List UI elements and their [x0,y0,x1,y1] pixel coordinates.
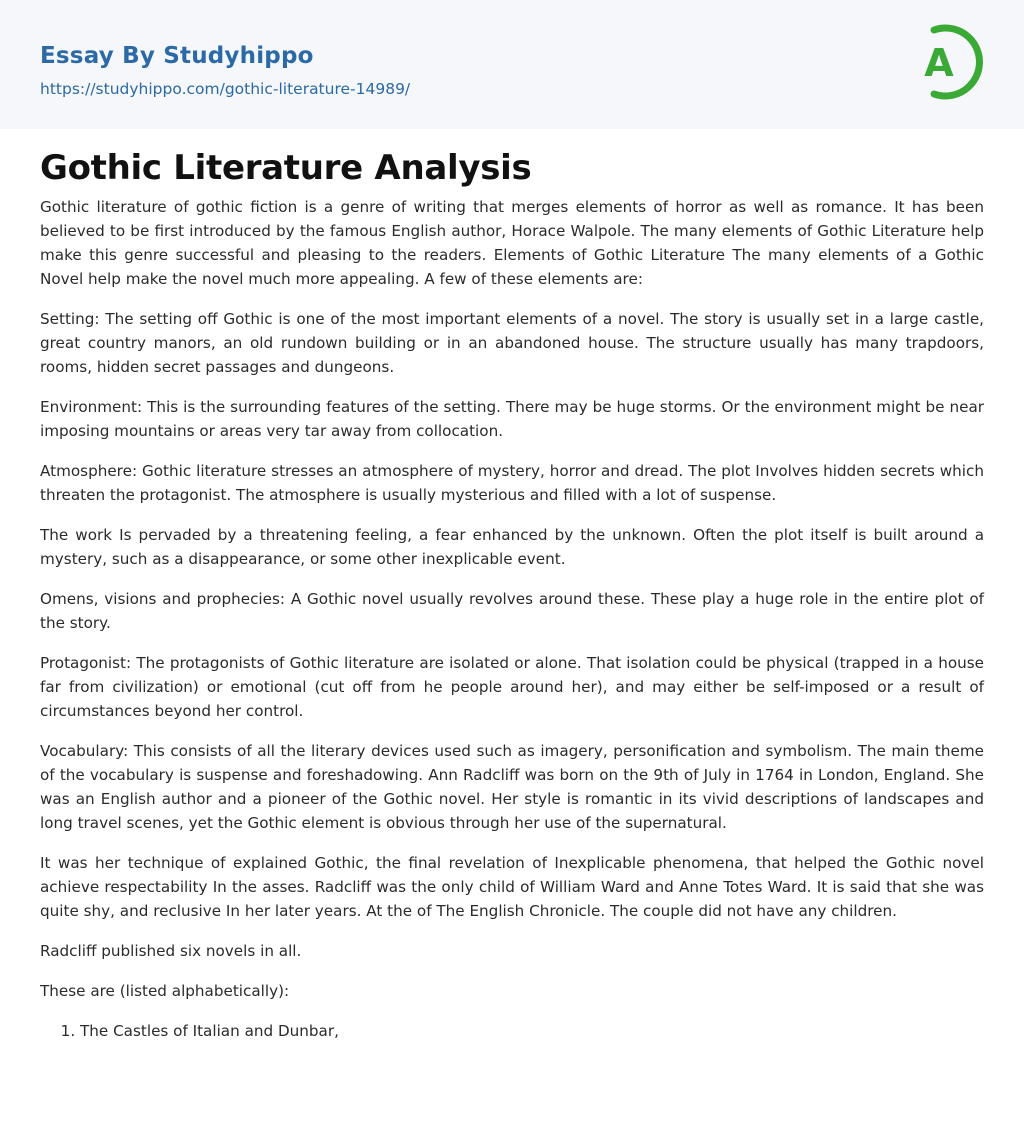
paragraph-explained-gothic: It was her technique of explained Gothic, the final revelation of Inexplicable phenomena, that helped the Gothic novel achieve respectability In the asses. Radcliff was the only child of William Ward and Anne Totes Ward. It is said that she was quite shy, and reclusive In her later years. At the of The English Chronicle. The couple did not have any children. [40,854,984,920]
site-header [0,0,1024,129]
essay-url-link[interactable]: https://studyhippo.com/gothic-literature-14989/ [40,80,411,98]
list-item: 1. The Castles of Italian and Dunbar, [80,1019,984,1043]
page-title: Gothic Literature Analysis [40,148,532,188]
brand-title: Essay By Studyhippo [40,43,314,69]
novels-list [40,1019,984,1043]
paragraph-intro: Gothic literature of gothic fiction is a genre of writing that merges elements of horror as well as romance. It has been believed to be first introduced by the famous English author, Horace Walpole. The many elements of Gothic Literature help make this genre successful and pleasing to the readers. Elements of Gothic Literature The many elements of a Gothic Novel help make the novel much more appealing. A few of these elements are: [40,198,984,288]
paragraph-six-novels: Radcliff published six novels in all. [40,942,302,960]
paragraph-atmosphere: Atmosphere: Gothic literature stresses an atmosphere of mystery, horror and dread. The plot Involves hidden secrets which threaten the protagonist. The atmosphere is usually mysterious and filled with a lot of suspense. [40,462,984,504]
paragraph-omens: Omens, visions and prophecies: A Gothic novel usually revolves around these. These play a huge role in the entire plot of the story. [40,590,984,632]
paragraph-threatening-feeling: The work Is pervaded by a threatening feeling, a fear enhanced by the unknown. Often the plot itself is built around a mystery, such as a disappearance, or some other inexplicable event. [40,526,984,568]
paragraph-protagonist: Protagonist: The protagonists of Gothic literature are isolated or alone. That isolation could be physical (trapped in a house far from civilization) or emotional (cut off from he people around her), and may either be self-imposed or a result of circumstances beyond her control. [40,654,984,720]
paragraph-list-intro: These are (listed alphabetically): [40,982,290,1000]
article-content [0,147,1024,1043]
studyhippo-logo-icon[interactable] [914,20,984,104]
paragraph-vocabulary: Vocabulary: This consists of all the literary devices used such as imagery, personification and symbolism. The main theme of the vocabulary is suspense and foreshadowing. Ann Radcliff was born on the 9th of July in 1764 in London, England. She was an English author and a pioneer of the Gothic novel. Her style is romantic in its vivid descriptions of landscapes and long travel scenes, yet the Gothic element is obvious through her use of the supernatural. [40,742,984,832]
logo-letter: A [924,41,954,85]
paragraph-environment: Environment: This is the surrounding features of the setting. There may be huge storms. Or the environment might be near imposing mountains or areas very tar away from collocation. [40,398,984,440]
paragraph-setting: Setting: The setting off Gothic is one of the most important elements of a novel. The story is usually set in a large castle, great country manors, an old rundown building or in an abandoned house. The structure usually has many trapdoors, rooms, hidden secret passages and dungeons. [40,310,984,376]
